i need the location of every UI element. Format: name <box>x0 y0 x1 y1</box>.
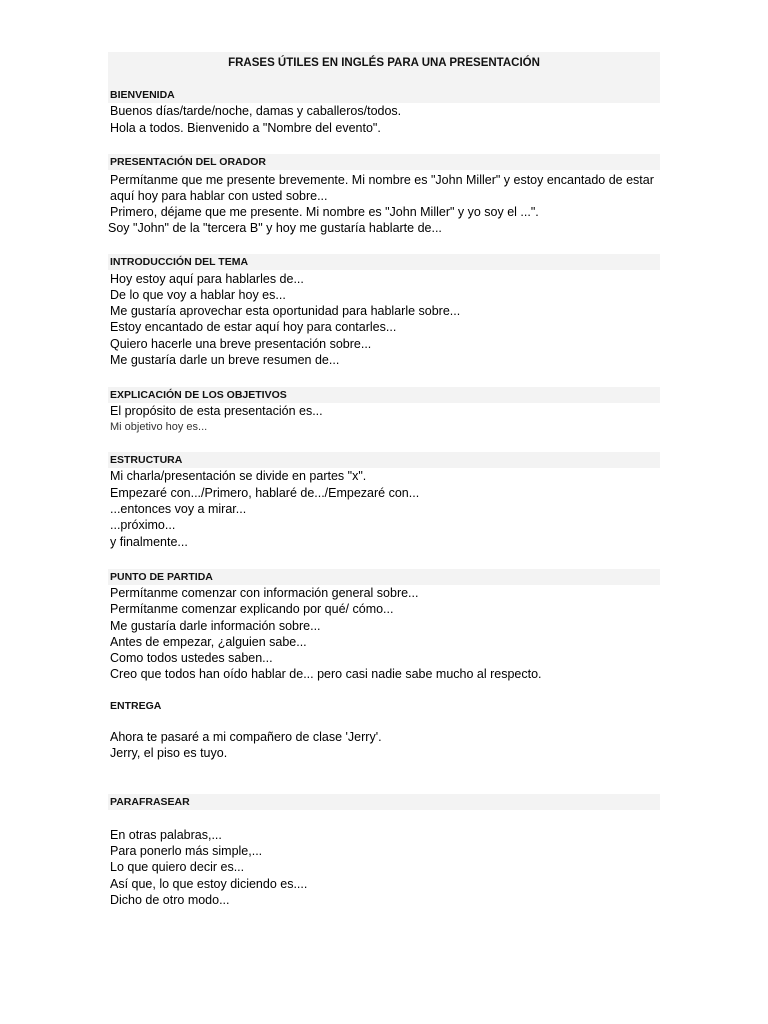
section-heading-introduccion-tema: INTRODUCCIÓN DEL TEMA <box>108 254 660 270</box>
phrase-line: Lo que quiero decir es... <box>110 860 245 874</box>
phrase-line: Me gustaría darle un breve resumen de... <box>110 353 340 367</box>
phrase-line: Ahora te pasaré a mi compañero de clase 'Jerry'. <box>110 730 382 744</box>
phrase-line: Empezaré con.../Primero, hablaré de.../Empezaré con... <box>110 486 420 500</box>
section-heading-estructura: ESTRUCTURA <box>108 452 660 468</box>
phrase-line: Permítanme comenzar explicando por qué/ cómo... <box>110 602 394 616</box>
section-heading-bienvenida: BIENVENIDA <box>108 87 660 103</box>
phrase-line: ...entonces voy a mirar... <box>110 502 247 516</box>
phrase-line: Soy "John" de la "tercera B" y hoy me gustaría hablarte de... <box>108 221 442 235</box>
phrase-line: Permítanme comenzar con información general sobre... <box>110 586 419 600</box>
phrase-line: Me gustaría darle información sobre... <box>110 619 321 633</box>
section-heading-parafrasear: PARAFRASEAR <box>108 794 660 810</box>
phrase-line: Buenos días/tarde/noche, damas y caballeros/todos. <box>110 104 402 118</box>
section-heading-punto-partida: PUNTO DE PARTIDA <box>108 569 660 585</box>
document-title: FRASES ÚTILES EN INGLÉS PARA UNA PRESENTACIÓN <box>108 52 660 102</box>
phrase-line: Primero, déjame que me presente. Mi nombre es "John Miller" y yo soy el ...". <box>110 205 539 219</box>
phrase-line: Estoy encantado de estar aquí hoy para contarles... <box>110 320 397 334</box>
section-heading-presentacion-orador: PRESENTACIÓN DEL ORADOR <box>108 154 660 170</box>
phrase-line: Mi charla/presentación se divide en partes "x". <box>110 469 367 483</box>
phrase-line: De lo que voy a hablar hoy es... <box>110 288 286 302</box>
phrase-line: Como todos ustedes saben... <box>110 651 273 665</box>
phrase-line: Permítanme que me presente brevemente. Mi nombre es "John Miller" y estoy encantado de estar aquí hoy para hablar con usted sobre... <box>110 173 654 203</box>
phrase-line: Me gustaría aprovechar esta oportunidad para hablarle sobre... <box>110 304 461 318</box>
phrase-line: Antes de empezar, ¿alguien sabe... <box>110 635 307 649</box>
phrase-line: Dicho de otro modo... <box>110 893 230 907</box>
phrase-line: Hoy estoy aquí para hablarles de... <box>110 272 304 286</box>
phrase-line: Quiero hacerle una breve presentación sobre... <box>110 337 372 351</box>
section-heading-objetivos: EXPLICACIÓN DE LOS OBJETIVOS <box>108 387 660 403</box>
phrase-line: El propósito de esta presentación es... <box>110 404 323 418</box>
phrase-line: ...próximo... <box>110 518 176 532</box>
section-heading-entrega: ENTREGA <box>110 700 162 712</box>
phrase-line: y finalmente... <box>110 535 188 549</box>
phrase-line: Así que, lo que estoy diciendo es.... <box>110 877 308 891</box>
phrase-line: Jerry, el piso es tuyo. <box>110 746 228 760</box>
phrase-line: En otras palabras,... <box>110 828 222 842</box>
phrase-line: Creo que todos han oído hablar de... pero casi nadie sabe mucho al respecto. <box>110 667 542 681</box>
phrase-line: Para ponerlo más simple,... <box>110 844 263 858</box>
phrase-line: Mi objetivo hoy es... <box>110 421 208 433</box>
phrase-line: Hola a todos. Bienvenido a "Nombre del evento". <box>110 121 381 135</box>
